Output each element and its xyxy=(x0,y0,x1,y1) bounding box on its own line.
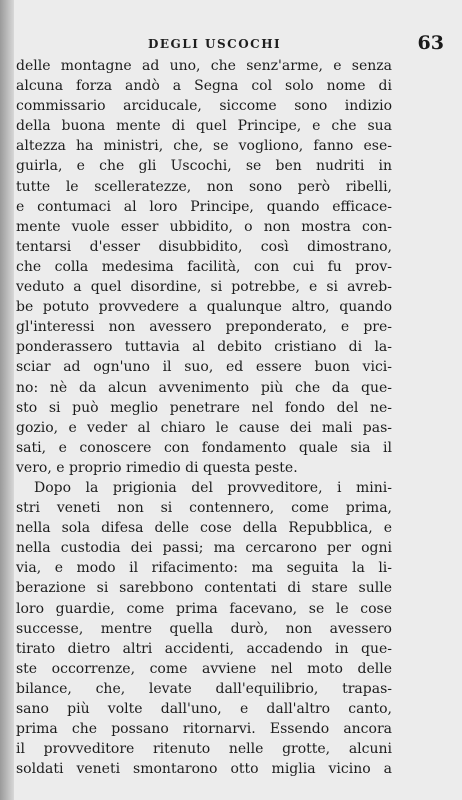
text-line: successe, mentre quella durò, non avessero xyxy=(16,620,392,637)
text-line: della buona mente di quel Principe, e che sua xyxy=(16,118,392,135)
text-line: prima che possano ritornarvi. Essendo ancora xyxy=(16,721,392,738)
text-line: loro guardie, come prima facevano, se le cose xyxy=(16,600,392,617)
text-line: tirato dietro altri accidenti, accadendo in que- xyxy=(16,640,392,657)
text-line: veduto a quel disordine, si potrebbe, e si avreb- xyxy=(16,279,392,296)
text-line: vero, e proprio rimedio di questa peste. xyxy=(16,459,298,476)
text-line: commissario arciducale, siccome sono indizio xyxy=(16,98,392,115)
text-line: che colla medesima facilità, con cui fu prov- xyxy=(16,258,392,275)
text-line: tentarsi d'esser disubbidito, così dimostrano, xyxy=(16,238,392,255)
text-line: be potuto provvedere a qualunque altro, quando xyxy=(16,299,392,316)
text-line: e contumaci al loro Principe, quando efficace- xyxy=(16,198,392,215)
text-line: alcuna forza andò a Segna col solo nome di xyxy=(16,78,392,95)
text-line: gozio, e veder al chiaro le cause dei mali pas- xyxy=(16,419,392,436)
text-line: bilance, che, levate dall'equilibrio, trapas- xyxy=(16,680,392,697)
text-line: no: nè da alcun avvenimento più che da que- xyxy=(16,379,392,396)
text-line: sano più volte dall'uno, e dall'altro canto, xyxy=(16,701,392,717)
text-line: stri veneti non si contennero, come prima, xyxy=(16,500,392,517)
text-line: sati, e conoscere con fondamento quale sia il xyxy=(16,439,392,456)
text-line: mente vuole esser ubbidito, o non mostra con- xyxy=(16,218,392,235)
text-line: tutte le scelleratezze, non sono però ribelli, xyxy=(16,178,392,195)
text-line: berazione si sarebbono contentati di stare sulle xyxy=(16,580,392,597)
page-header xyxy=(148,34,444,58)
text-line: sto si può meglio penetrare nel fondo del ne- xyxy=(16,399,392,416)
text-line: altezza ha ministri, che, se vogliono, fanno ese- xyxy=(16,138,392,155)
text-line: soldati veneti smontarono otto miglia vicino a xyxy=(16,761,392,778)
body-text xyxy=(16,56,392,779)
page-number: 63 xyxy=(417,32,444,54)
text-line: nella sola difesa delle cose della Repubblica, e xyxy=(16,520,392,537)
text-line: gl'interessi non avessero preponderato, e pre- xyxy=(16,319,392,336)
text-line: delle montagne ad uno, che senz'arme, e senza xyxy=(16,58,392,74)
text-line: nella custodia dei passi; ma cercarono per ogni xyxy=(16,540,392,557)
text-line: via, e modo il rifacimento: ma seguita la li- xyxy=(16,560,392,577)
text-line: Dopo la prigionia del provveditore, i mini- xyxy=(34,479,392,496)
text-line: ponderassero tuttavia al debito cristiano di la- xyxy=(16,339,392,356)
page-gutter-shadow xyxy=(0,0,14,800)
text-line: guirla, e che gli Uscochi, se ben nudriti in xyxy=(16,158,392,175)
text-line: il provveditore ritenuto nelle grotte, alcuni xyxy=(16,741,392,758)
text-line: ste occorrenze, come avviene nel moto delle xyxy=(16,660,392,677)
running-head: DEGLI USCOCHI xyxy=(148,37,282,51)
text-line: sciar ad ogn'uno il suo, ed essere buon vici- xyxy=(16,359,392,376)
